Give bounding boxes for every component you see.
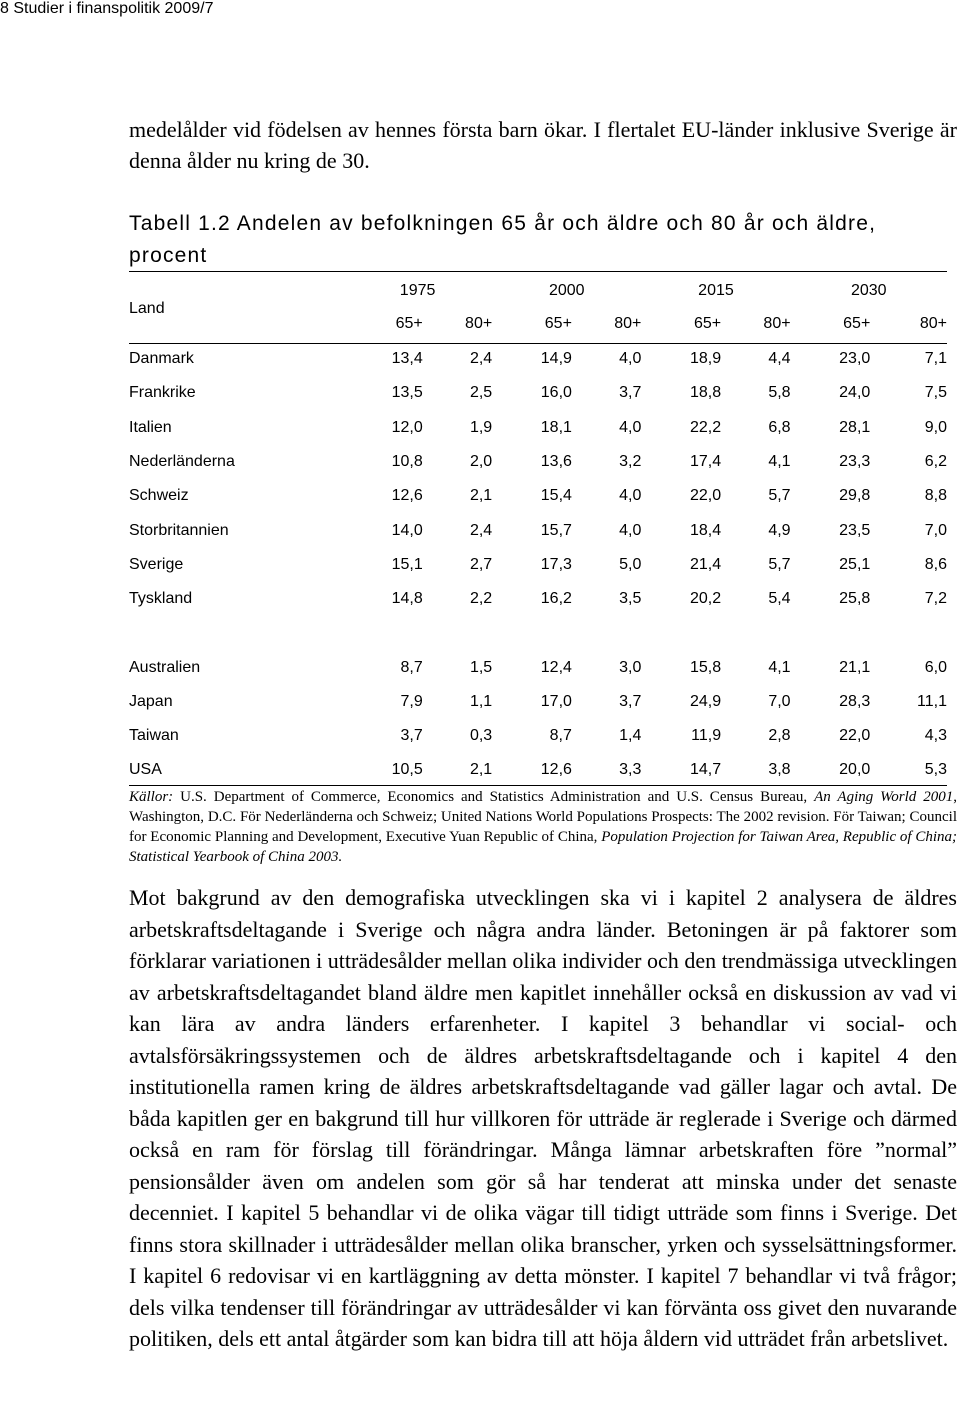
value-cell: 3,7 [400, 727, 423, 745]
value-cell: 4,1 [768, 658, 791, 676]
value-cell: 7,5 [924, 384, 947, 402]
value-cell: 3,5 [619, 590, 642, 608]
value-cell: 7,0 [924, 521, 947, 539]
value-cell: 21,1 [839, 658, 871, 676]
value-cell: 6,0 [924, 658, 947, 676]
population-table [129, 276, 947, 788]
value-cell: 18,1 [540, 418, 572, 436]
value-cell: 23,3 [839, 453, 871, 471]
table-row [129, 479, 947, 513]
value-cell: 4,0 [619, 521, 642, 539]
body-paragraph: Mot bakgrund av den demografiska utvecklingen ska vi i kapitel 2 analysera de äldres arbetskraftsdeltagande i Sverige och några andra länder. Betoningen är på faktorer som förklarar variationen i utträdesålder mellan olika individer och den trendmässiga utvecklingen av arbetskraftsdeltagandet bland äldre men kapitlet innehåller också en diskussion av vad vi kan lära av andra länders erfarenheter. I kapitel 3 behandlar vi social- och avtalsförsäkringssystemen och de äldres arbetskraftsdeltagande och i kapitel 4 den institutionella ramen kring de äldres arbetskraftsdeltagande vad gäller lagar och avtal. De båda kapitlen ger en bakgrund till hur villkoren för utträde är reglerade i Sverige och därmed också en ram för förslag till förändringar. Många lämnar arbetskraften före ”normal” pensionsålder även om andelen som gör så har tenderat att minska under det senaste decenniet. I kapitel 5 behandlar vi de olika vägar till tidigt utträde som finns i Sverige. Det finns stora skillnader i utträdesålder mellan olika branscher, yrken och sysselsättningsformer. I kapitel 6 redovisar vi en kartläggning av detta mönster. I kapitel 7 behandlar vi två frågor; dels vilka tendenser till förändringar av utträdesålder vi kan förvänta oss givet den nuvarande politiken, dels ett antal åtgärder som kan bidra till att höja åldern vid utträdet från arbetslivet. [129, 885, 957, 1351]
value-cell: 8,6 [924, 555, 947, 573]
value-cell: 1,9 [469, 418, 493, 436]
table-row [129, 342, 947, 376]
value-cell: 17,4 [689, 453, 722, 471]
table-top-rule [129, 271, 947, 272]
table-row [129, 548, 947, 582]
table-row [129, 650, 947, 684]
country-cell: Japan [129, 692, 173, 710]
value-cell: 10,8 [391, 453, 423, 471]
value-cell: 2,1 [469, 761, 493, 779]
country-cell: Taiwan [129, 727, 179, 745]
value-cell: 3,7 [619, 384, 642, 402]
value-cell: 5,7 [768, 487, 791, 505]
value-cell: 13,5 [391, 384, 423, 402]
subheader-80plus: 80+ [919, 315, 947, 332]
value-cell: 8,7 [549, 727, 572, 745]
year-header-1975: 1975 [399, 282, 436, 299]
value-cell: 25,1 [839, 555, 871, 573]
value-cell: 8,8 [924, 487, 947, 505]
value-cell: 2,2 [469, 590, 493, 608]
value-cell: 12,6 [540, 761, 572, 779]
table-row [129, 411, 947, 445]
value-cell: 15,1 [391, 555, 423, 573]
value-cell: 4,0 [619, 418, 642, 436]
sources-text-2: , Washington, D.C. För Nederländerna och Schweiz; United Nations World Populations Prospects: The 2002 revision. För Taiwan; Council for Economic Planning and Development, Executive Yuan Republic of China, [129, 789, 957, 845]
country-cell: Schweiz [129, 487, 189, 505]
value-cell: 1,4 [619, 727, 642, 745]
table-bottom-rule [129, 785, 947, 786]
country-cell: Tyskland [129, 590, 193, 608]
value-cell: 5,3 [924, 761, 947, 779]
table-row [129, 376, 947, 410]
value-cell: 5,0 [619, 555, 642, 573]
table-row [129, 753, 947, 787]
sources-title-2: Population Projection for Taiwan Area, Republic of China; Statistical Yearbook of China 2003. [129, 829, 958, 865]
value-cell: 9,0 [924, 418, 947, 436]
year-header-2015: 2015 [698, 282, 734, 299]
value-cell: 20,0 [839, 761, 871, 779]
subheader-65plus: 65+ [395, 315, 423, 332]
value-cell: 20,2 [689, 590, 722, 608]
value-cell: 18,4 [689, 521, 722, 539]
value-cell: 11,1 [917, 692, 947, 710]
value-cell: 2,5 [469, 384, 493, 402]
country-cell: Frankrike [129, 384, 196, 402]
value-cell: 15,7 [540, 521, 572, 539]
value-cell: 22,0 [839, 727, 871, 745]
value-cell: 12,6 [391, 487, 423, 505]
value-cell: 5,7 [768, 555, 791, 573]
value-cell: 14,9 [540, 350, 572, 368]
value-cell: 17,0 [540, 692, 572, 710]
value-cell: 16,0 [540, 384, 572, 402]
value-cell: 16,2 [540, 590, 572, 608]
value-cell: 24,9 [689, 692, 722, 710]
value-cell: 14,8 [391, 590, 423, 608]
running-header: 8 Studier i finanspolitik 2009/7 [0, 0, 214, 17]
country-cell: Nederländerna [129, 453, 235, 471]
value-cell: 18,8 [689, 384, 722, 402]
value-cell: 4,3 [924, 727, 947, 745]
country-cell: USA [129, 761, 162, 779]
country-cell: Italien [129, 418, 172, 436]
sources-note [129, 787, 957, 867]
sources-label: Källor: [129, 789, 174, 805]
value-cell: 24,0 [839, 384, 871, 402]
value-cell: 1,1 [469, 692, 493, 710]
value-cell: 4,0 [619, 487, 642, 505]
value-cell: 4,9 [768, 521, 791, 539]
value-cell: 2,8 [768, 727, 791, 745]
value-cell: 15,4 [540, 487, 572, 505]
value-cell: 7,9 [400, 692, 423, 710]
value-cell: 0,3 [469, 727, 493, 745]
subheader-80plus: 80+ [763, 315, 791, 332]
value-cell: 28,1 [839, 418, 871, 436]
table-row [129, 719, 947, 753]
table-row [129, 513, 947, 547]
value-cell: 4,1 [768, 453, 791, 471]
value-cell: 12,0 [391, 418, 423, 436]
value-cell: 18,9 [689, 350, 722, 368]
land-header: Land [129, 300, 165, 317]
value-cell: 14,0 [391, 521, 423, 539]
value-cell: 2,4 [469, 521, 493, 539]
subheader-65plus: 65+ [843, 315, 871, 332]
value-cell: 8,7 [400, 658, 423, 676]
table-row [129, 582, 947, 616]
value-cell: 13,6 [540, 453, 572, 471]
table-row [129, 445, 947, 479]
value-cell: 2,0 [469, 453, 493, 471]
group-spacer [129, 616, 947, 650]
subheader-80plus: 80+ [614, 315, 642, 332]
value-cell: 11,9 [691, 727, 722, 745]
value-cell: 7,2 [924, 590, 947, 608]
country-cell: Danmark [129, 350, 194, 368]
subheader-65plus: 65+ [693, 315, 722, 332]
value-cell: 25,8 [839, 590, 871, 608]
value-cell: 23,0 [839, 350, 871, 368]
value-cell: 5,8 [768, 384, 791, 402]
country-cell: Australien [129, 658, 201, 676]
intro-paragraph: medelålder vid födelsen av hennes första barn ökar. I flertalet EU-länder inklusive Sverige är denna ålder nu kring de 30. [129, 117, 957, 173]
header-rule [129, 343, 947, 344]
value-cell: 23,5 [839, 521, 871, 539]
value-cell: 4,4 [768, 350, 791, 368]
table-group-other [129, 616, 947, 787]
value-cell: 14,7 [689, 761, 722, 779]
year-header-2030: 2030 [850, 282, 887, 299]
value-cell: 3,8 [768, 761, 791, 779]
value-cell: 1,5 [469, 658, 493, 676]
value-cell: 2,1 [469, 487, 493, 505]
value-cell: 28,3 [839, 692, 871, 710]
value-cell: 7,0 [768, 692, 791, 710]
value-cell: 3,0 [619, 658, 642, 676]
table-title: Tabell 1.2 Andelen av befolkningen 65 år och äldre och 80 år och äldre, procent [129, 212, 877, 267]
country-cell: Storbritannien [129, 521, 229, 539]
sources-text-1: U.S. Department of Commerce, Economics and Statistics Administration and U.S. Census Bureau, [173, 789, 815, 805]
value-cell: 21,4 [689, 555, 722, 573]
value-cell: 2,7 [469, 555, 493, 573]
country-cell: Sverige [129, 555, 184, 573]
value-cell: 4,0 [619, 350, 642, 368]
value-cell: 3,3 [619, 761, 642, 779]
value-cell: 15,8 [689, 658, 722, 676]
subheader-80plus: 80+ [465, 315, 493, 332]
value-cell: 17,3 [540, 555, 572, 573]
value-cell: 22,2 [689, 418, 722, 436]
value-cell: 6,2 [924, 453, 947, 471]
value-cell: 13,4 [391, 350, 423, 368]
value-cell: 3,7 [619, 692, 642, 710]
subheader-65plus: 65+ [544, 315, 572, 332]
value-cell: 3,2 [619, 453, 642, 471]
value-cell: 7,1 [924, 350, 947, 368]
table-row [129, 685, 947, 719]
value-cell: 29,8 [839, 487, 871, 505]
value-cell: 6,8 [768, 418, 791, 436]
value-cell: 22,0 [689, 487, 722, 505]
sources-title-1: An Aging World 2001 [814, 789, 954, 805]
value-cell: 5,4 [768, 590, 791, 608]
value-cell: 10,5 [391, 761, 423, 779]
year-header-2000: 2000 [548, 282, 585, 299]
table-group-europe [129, 342, 947, 616]
value-cell: 12,4 [540, 658, 572, 676]
value-cell: 2,4 [469, 350, 493, 368]
